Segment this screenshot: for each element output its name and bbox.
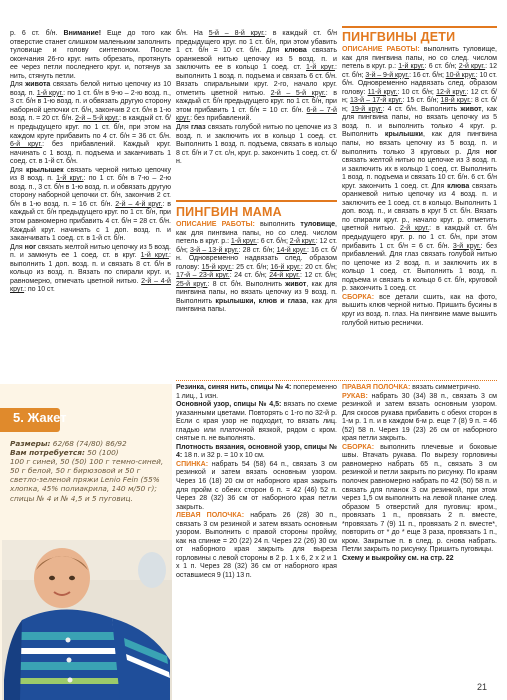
section-heading-penguin-mama: ПИНГВИН МАМА [176, 205, 282, 219]
paragraph-right-front: ПРАВАЯ ПОЛОЧКА: вязать симметрично. [342, 384, 481, 391]
sizes-line: Размеры: 62/68 (74/80) 86/92 [10, 439, 127, 448]
paragraph-back: СПИНКА: набрать 54 (58) 64 п., связать 3 см резинкой и затем вязать основным узором. Через 16 (18) 20 см от наборного края закрыть для пройм с обеих сторон 6 п. = 42 (46) 52 п. Через 28 (32) 36 см от наборного края петли закрыть. [176, 460, 337, 511]
paragraph-kids: ОПИСАНИЕ РАБОТЫ: выполнить туловище, как для пингвина папы, но со след. числом петель в круг. р.: 1-й круг.: 6 ст. б/н; 2-й круг.: 12 ст. б/н; 3-й – 9-й круг.: 16 ст. б/н; 10-й круг.: 10 ст. б/н. Одновременно надвязать след. образом голову: 11-й круг.: 10 ст. б/н; 12-й круг.: 12 ст. б/н; 13-й – 17-й круг.: 15 ст. б/н; 18-й круг.: 8 ст. б/н; 19-й круг.: 4 ст. б/н. Выполнить живот, как для пингвина папы, но вязать цепочку из 5 возд. п. и выполнить только 4 круг. р. Выполнить крылышки, как для пингвина папы, но вязать цепочку из 5 возд. п. и выполнить только 3 круговых р. Для ног связать желтой нитью по цепочке из 3 возд. п. и заключить их в кольцо 1 соед. ст. Выполнить 1 возд. п. подъема и связать 10 ст. б/н. 6 ст. б/н круг. закончить 1 соед. ст. Для клюва связать оранжевой нитью цепочку из 4 возд. п. и заключить ее 1 соед. ст. в кольцо. Выполнить 1 доп. возд. п., и связать в круг 5 ст. б/н. Вязать по спирали круг. р., начало круг. р. отметить цветной нитью. 2-й круг.: в каждый ст. б/н предыдущего круг. р. по 1 ст. б/н, при этом прибавить 1 ст. б/н = 6 ст. б/н. 3-й круг.: без прибавлений. Для глаз связать голубой нитью по цепочке из 2 возд. п. и заключить их в кольцо 1 соед. ст. Выполнить 1 возд. п. подъема и связать в кольцо 6 ст. б/н, круговой р. закончить 1 соед. ст. [342, 46, 498, 293]
paragraph-belly: Для живота связать белой нитью цепочку из 10 возд. п. 1-й круг.: по 1 ст. б/н в 9-ю – 2-ю возд. п., 3 ст. б/н в 1-ю возд. п. и обвязать другую сторону наборной цепочки ст. б/н, закончив 2 ст. б/н в 1-ю возд. п. = 20 ст. б/н. 2-й – 5-й круг.: в каждый ст. б/н предыдущего круг. по 1 ст. б/н, при этом на каждом круге прибавить по 4 ст. б/н = 36 ст. б/н. 6-й круг.: без прибавлений. Каждый круг. начинать с 1 возд. п. подъема и заканчивать 1 соед. ст. в 1-й ст. б/н. [10, 81, 172, 166]
section-heading-penguin-kids: ПИНГВИНЫ ДЕТИ [342, 30, 456, 44]
section-rule [342, 26, 497, 28]
instructions-column-middle-mama [176, 221, 337, 315]
paragraph-reference: Схему и выкройку см. на стр. 22 [342, 554, 454, 562]
paragraph-gauge: Плотность вязания, основной узор, спицы № 4: 18 п. и 32 р. = 10 х 10 см. [176, 443, 337, 460]
instructions-column-left [10, 30, 171, 295]
materials-line: Вам потребуется: 50 (100) [10, 448, 119, 458]
page-number: 21 [477, 682, 488, 692]
paragraph-rib: Резинка, синяя нить, спицы № 4: попеременно 1 лиц., 1 изн. [176, 384, 337, 400]
instructions-column-right-top [342, 46, 497, 328]
paragraph-wings: Для крылышек связать черной нитью цепочку из 8 возд. п. 1-й круг.: по 1 ст. б/н в 7-ю – 2-ю возд. п., 3 ст. б/н в 1-ю возд. п. и обвязать другую сторону наборной цепочки ст. б/н, закончив 2 ст. б/н в 1-ю возд. п. = 16 ст. б/н. 2-й – 4-й круг.: в каждый ст. б/н предыдущего круг. по 1 ст. б/н, при этом равномерно прибавить 4 ст. б/н = 28 ст. б/н. Каждый круг. начинать с 1 доп. возд. п. и заканчивать 1 соед. ст. в 1-й ст. б/н. [10, 166, 171, 243]
section-divider [176, 380, 497, 381]
jacket-instructions-right [342, 384, 497, 563]
paragraph-left-front: ЛЕВАЯ ПОЛОЧКА: набрать 26 (28) 30 п., связать 3 см резинкой и затем вязать основным узором. Выполнить с правой стороны пройму, как на спинке = 20 (22) 24 п. Через 22 (26) 30 см от наборного края закрыть для выреза горловины с левой стороны в 2 р. 1 х 6, 2 х 2 и 1 х 1 п. Через 28 (32) 36 см от наборного края оставшиеся 9 (11) 13 п. [176, 512, 337, 580]
paragraph-assembly: СБОРКА: все детали сшить, как на фото, вышить клюв черной нитью. Пришить бусины в круг из возд. п. глаз. На пингвине маме вышить голубой нитью реснички. [342, 293, 497, 327]
instructions-column-middle-top [176, 30, 337, 167]
baby-jacket-photo [2, 540, 172, 700]
materials-details: 100 г синей, 50 (50) 100 г темно-синей, 50 г белой, 50 г бирюзовой и 50 г светло-зеленой пряжи Lenio Fein (55% хлопка, 45% полиакрила, 140 м/50 г); спицы № 4 и № 4,5 и 5 пуговиц. [10, 457, 164, 503]
paragraph-pattern: Основной узор, спицы № 4,5: вязать по схеме указанными цветами. Повторять с 1-го по 32-й р. Если с края узор не подходит, то вязать лиц. гладью или платочной вязкой, рядом с кром. снятые п. не выполнять. [176, 401, 337, 443]
section-rule [176, 200, 337, 202]
jacket-instructions-middle [176, 384, 337, 581]
jacket-requirements [10, 439, 168, 503]
paragraph-eyes: Для глаз связать голубой нитью по цепочке из 3 возд. п. и заключить их в кольцо 1 соед. ст. Выполнить 1 возд. п. подъема, связать в кольцо 8 ст. б/н и 7 ст. с/н, круг. р. закончить 1 соед. ст. б/н. [176, 124, 337, 166]
paragraph-sleeve: РУКАВ: набрать 30 (34) 38 п., связать 3 см резинкой и затем вязать основным узором. Для скосов рукава прибавить с обеих сторон в 1-м р. 1 п. и в каждом 6-м р. еще 7 (8) 9 п. = 46 (52) 58 п. Через 19 (23) 26 см от наборного края петли закрыть. [342, 392, 497, 443]
paragraph-beak: б/н. На 5-й – 8-й круг.: в каждый ст. б/н предыдущего круг. по 1 ст. б/н, при этом убавить 1 ст. б/н = 10 ст. б/н. Для клюва связать оранжевой нитью цепочку из 5 возд. п. и заключить ее в кольцо 1 соед. ст. 1-й круг.: выполнить 1 возд. п. подъема и связать 6 ст. б/н. Вязать спиральными круг. 2-го, начало круг. отметить цветной нитью. 2-й – 5-й круг.: в каждый ст. б/н предыдущего круг. по 1 ст. б/н, при этом прибавить 1 ст. б/н = 10 ст. б/н. 6-й – 7-й круг.: без прибавлений. [176, 30, 338, 123]
paragraph-legs: Для ног связать желтой нитью цепочку из 5 возд. п. и замкнуть ее 1 соед. ст. в круг. 1-й круг.: выполнить 1 доп. возд. п. и связать 8 ст. б/н в кольцо из возд. п. Вязать по спирали круг. и, равномерно, отмечать цветной нитью. 2-й – 4-й круг.: по 10 ст. [10, 243, 171, 294]
paragraph-body: р. 6 ст. б/н. Внимание! Еще до того как отверстие станет слишком маленьким заполнить туловище и голову синтепоном. После окончания 26-го круг. нить обрезать, протянуть ее через петли последнего круг. и, потянув за нить, стянуть петли. [10, 30, 171, 80]
paragraph-mama: ОПИСАНИЕ РАБОТЫ: выполнить туловище, как для пингвина папы, но со след. числом петель в круг. р.: 1-й круг.: 6 ст. б/н; 2-й круг.: 12 ст. б/н; 3-й – 13-й круг.: 28 ст. б/н; 14-й круг.: 16 ст. б/н. Одновременно надвязать след. образом голову: 15-й круг.: 25 ст. б/н; 16-й круг.: 20 ст. б/н; 17-й – 23-й круг.: 24 ст. б/н; 24-й круг.: 12 ст. б/н; 25-й круг.: 8 ст. б/н. Выполнить живот, как для пингвина папы, но вязать цепочку из 9 возд. п. Выполнить крылышки, клюв и глаза, как для пингвина папы. [176, 221, 338, 314]
pattern-title: 5. Жакет [13, 410, 67, 425]
paragraph-assembly-jacket: СБОРКА: выполнить плечевые и боковые швы. Втачать рукава. По вырезу горловины равномерно набрать 65 п., связать 3 см резинкой и петли закрыть по рисунку. По краям полочек равномерно набрать по 42 (50) 58 п. и связать для планок 3 см резинкой, при этом через 1,5 см выполнить на левой планке след. образом 5 отверстий для пуговиц: кром., провязать 1 п., провязать 2 п. вместе, *провязать 7 (9) 11 п., провязать 2 п. вместе*, повторить от * до * еще 3 раза, провязать 1 п., кром. Закрытые п. в след. р. снова набрать. Петли закрыть по рисунку. Пришить пуговицы. [342, 443, 497, 554]
